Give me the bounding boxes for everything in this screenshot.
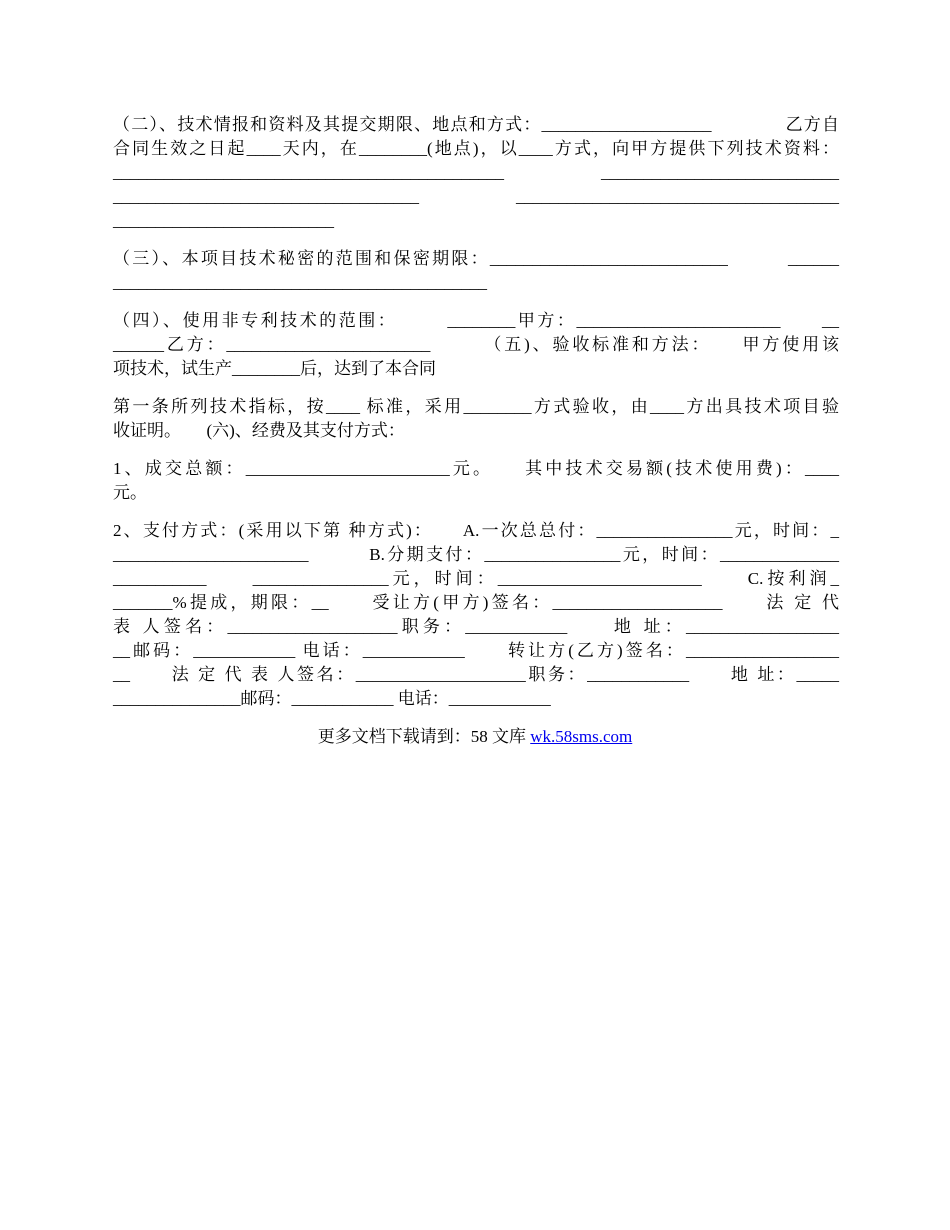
text-line: 表 人签名：____________________职务：____________ 地 址：__________________ (113, 617, 839, 636)
footer-link[interactable]: wk.58sms.com (530, 727, 633, 746)
text-line: _______________邮码：____________ 电话：____________ (113, 689, 551, 708)
text-line: _______________________ B.分期支付：________________元，时间：______________ (113, 545, 839, 564)
text-line: 合同生效之日起____天内，在________(地点)，以____方式，向甲方提供下列技术资料： (113, 139, 839, 158)
text-line: 元。 (113, 483, 147, 502)
footer (0, 725, 950, 749)
text-line: __ 法 定 代 表 人签名：____________________职务：____________ 地 址：_____ (113, 665, 839, 684)
text-line: 收证明。 (六)、经费及其支付方式： (113, 421, 405, 440)
text-line: ____________________________________ ______________________________________ (113, 187, 839, 206)
text-line: 2、支付方式：(采用以下第 种方式)： A.一次总总付：________________元，时间：_ (113, 521, 839, 540)
section-technical-materials (113, 113, 839, 233)
text-line: （四）、使用非专利技术的范围： ________甲方：________________________ __ (113, 311, 839, 330)
text-line: ______乙方：________________________ （五)、验收标准和方法： 甲方使用该 (113, 335, 839, 354)
footer-text: 更多文档下载请到：58 文库 (317, 727, 531, 746)
text-line: （二）、技术情报和资料及其提交期限、地点和方式：____________________ 乙方自 (113, 115, 839, 134)
text-line: ___________ ________________元，时间：________________________ C.按利润_ (113, 569, 839, 588)
document-body (113, 113, 839, 725)
section-confidentiality (113, 247, 839, 295)
text-line: 第一条所列技术指标，按____ 标准，采用________方式验收，由____方出具技术项目验 (113, 397, 839, 416)
text-line: _______%提成，期限：__ 受让方(甲方)签名：____________________ 法 定 代 (113, 593, 839, 612)
section-total-amount (113, 457, 839, 505)
text-line: 项技术，试生产________后，达到了本合同 (113, 359, 436, 378)
section-acceptance (113, 395, 839, 443)
section-payment-method (113, 519, 839, 711)
text-line: __________________________ (113, 211, 334, 230)
text-line: 1、成交总额：________________________元。 其中技术交易额(技术使用费)：____ (113, 459, 839, 478)
text-line: ____________________________________________ (113, 273, 487, 292)
text-line: __邮码：____________ 电话：____________ 转让方(乙方)签名：__________________ (113, 641, 839, 660)
text-line: ______________________________________________ ____________________________ (113, 163, 839, 182)
section-usage-scope (113, 309, 839, 381)
text-line: （三）、本项目技术秘密的范围和保密期限：____________________________ ______ (113, 249, 839, 268)
